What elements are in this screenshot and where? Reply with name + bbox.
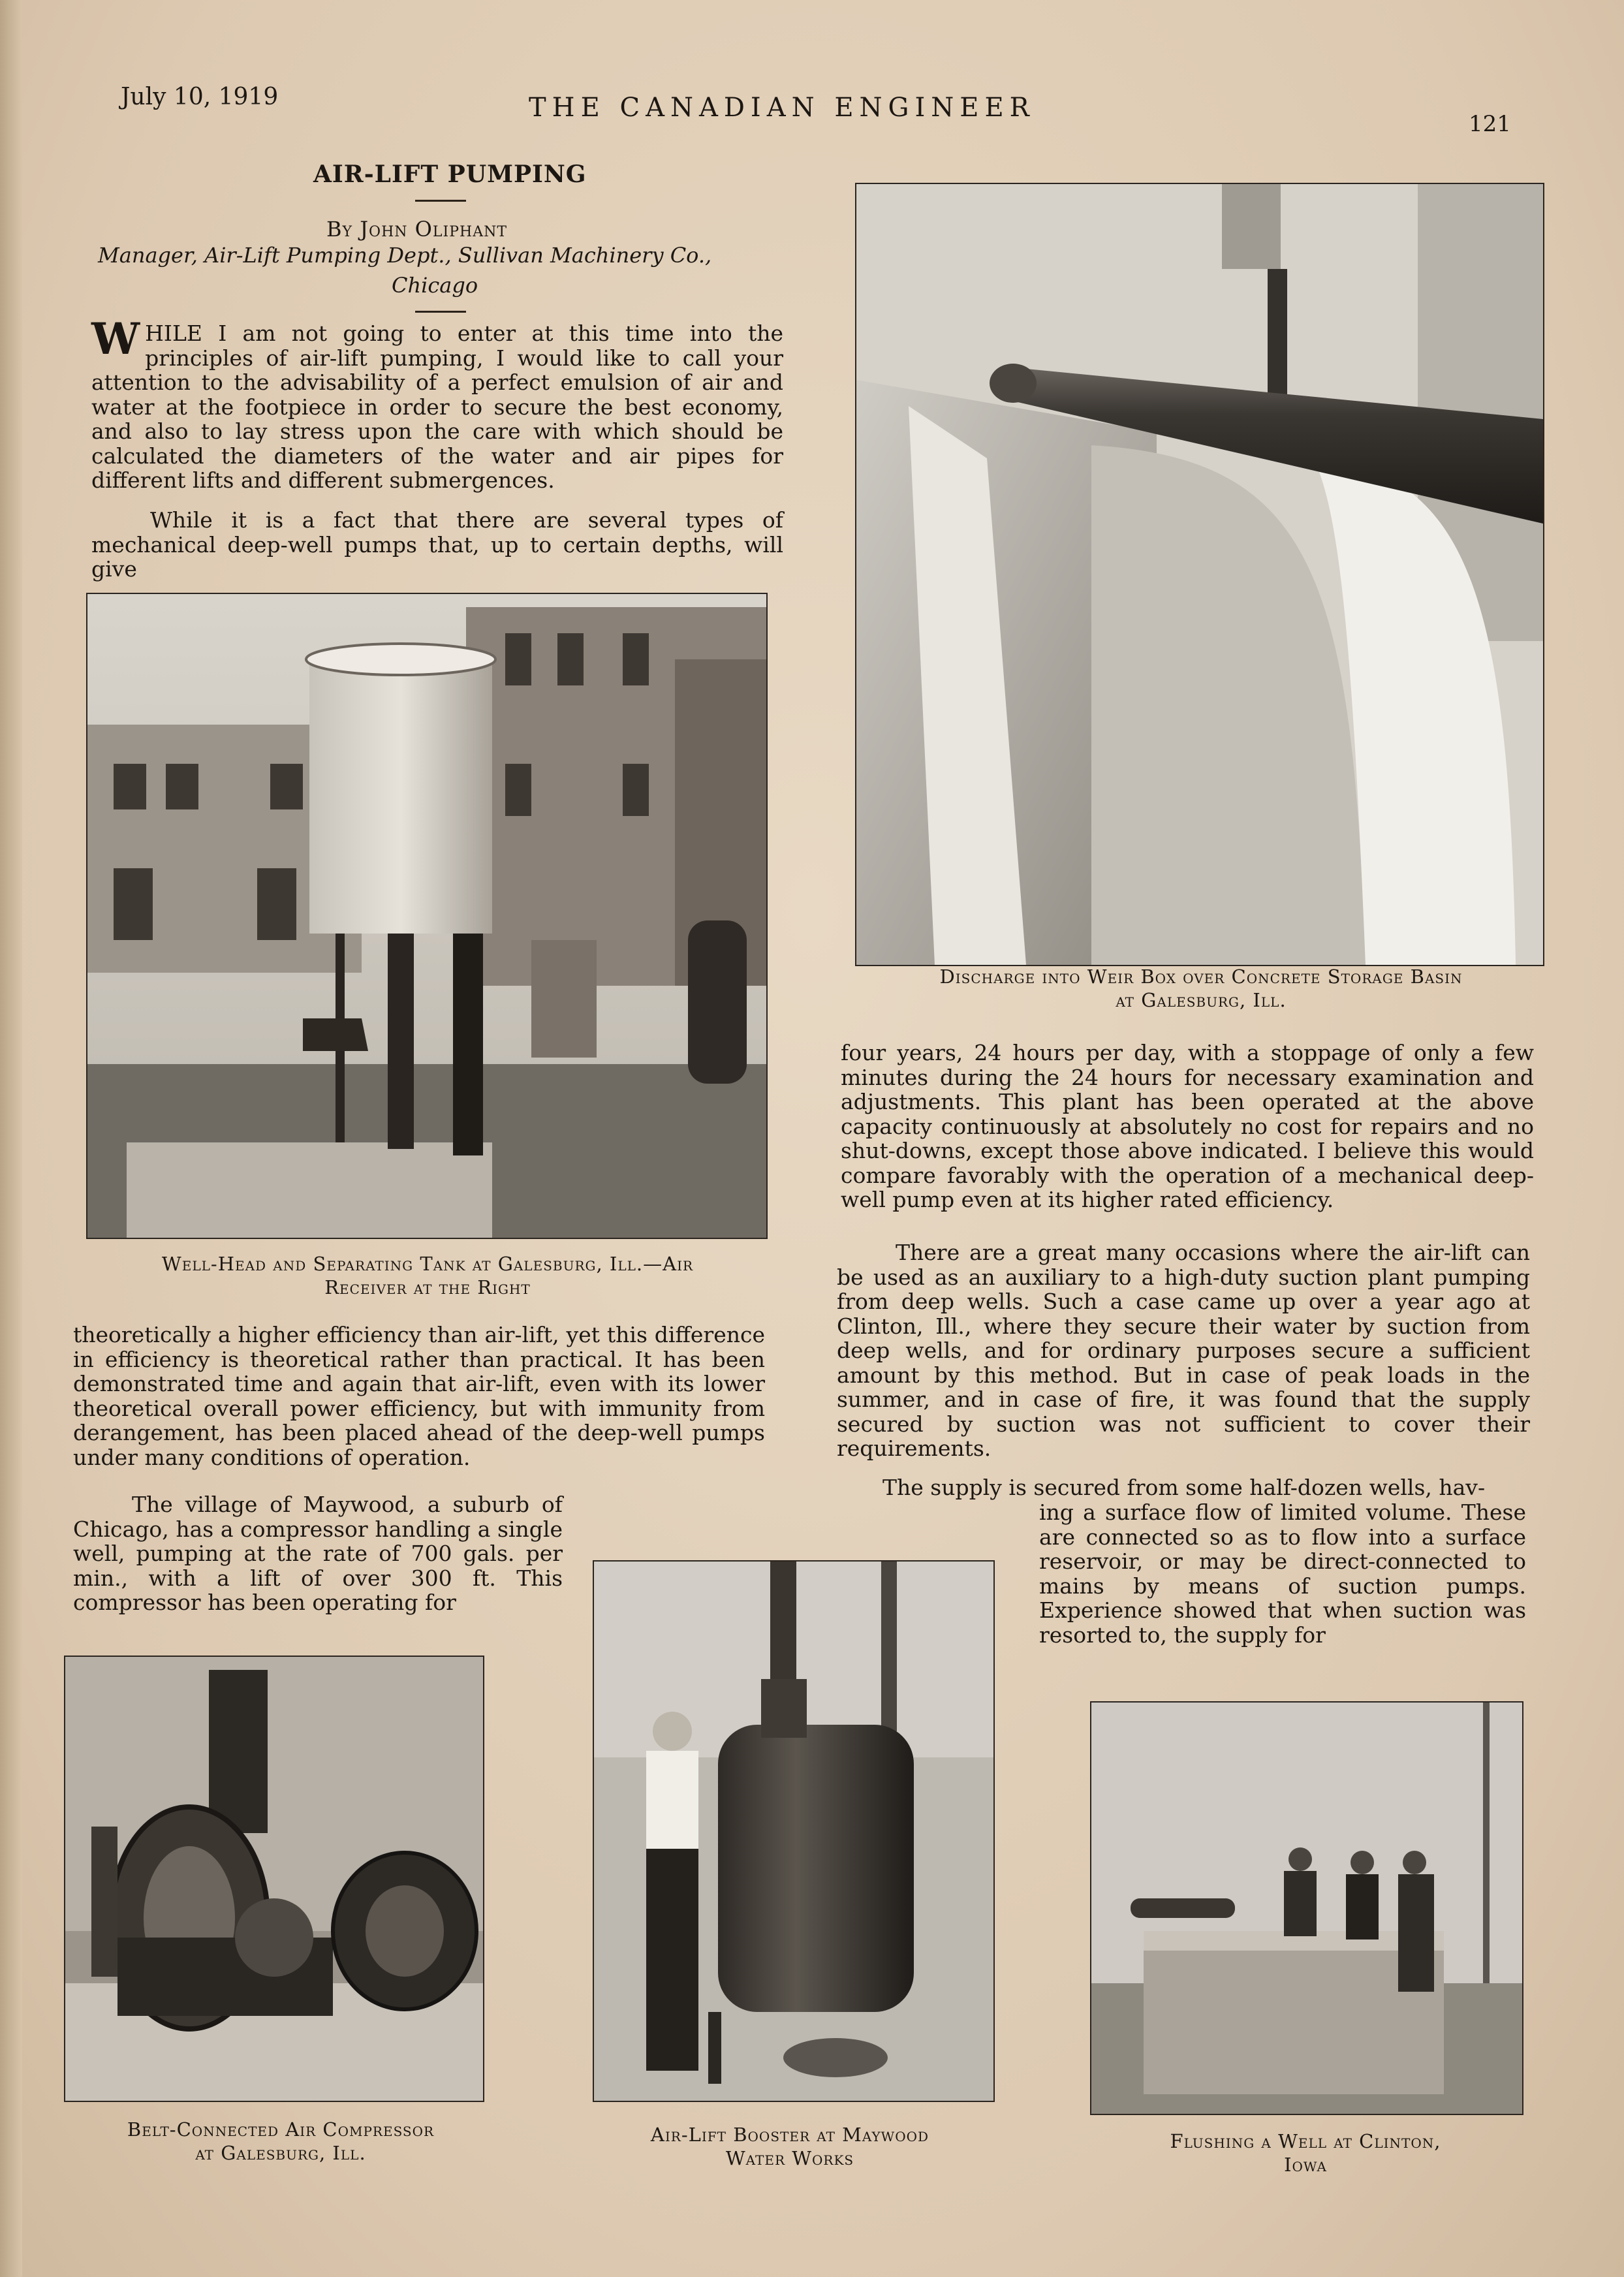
paragraph-4: The village of Maywood, a suburb of Chicago, has a compressor handling a single well, pumping at the rate of 700 gals. per min., with a lift of over 300 ft. This compressor has been operating for <box>73 1492 563 1615</box>
flushing-caption-line1: Flushing a Well at Clinton, <box>1170 2130 1441 2152</box>
booster-illustration <box>594 1562 993 2101</box>
compressor-photo <box>64 1656 484 2102</box>
paragraph-7: ing a surface flow of limited volume. These are connected so as to flow into a surface reservoir, or may be direct-connected to mains by means of suction pumps. Experience showed that when suction was resorted to, the supply for <box>1039 1500 1526 1648</box>
booster-caption-line1: Air-Lift Booster at Maywood <box>650 2124 929 2146</box>
affiliation: Manager, Air-Lift Pumping Dept., Sullivan Machinery Co., <box>98 243 712 268</box>
flushing-photo <box>1090 1701 1523 2115</box>
well-head-caption-line1: Well-Head and Separating Tank at Galesburg, Ill.—Air <box>161 1253 694 1275</box>
page-number: 121 <box>1469 111 1511 137</box>
booster-photo <box>593 1560 995 2102</box>
booster-caption <box>561 2123 1018 2170</box>
byline: By John Oliphant <box>326 217 508 242</box>
paragraph-7-first-line: The supply is secured from some half-dozen wells, hav- <box>882 1475 1486 1500</box>
flushing-caption-line2: Iowa <box>1284 2154 1327 2176</box>
header-date: July 10, 1919 <box>121 84 279 110</box>
article-title: AIR-LIFT PUMPING <box>313 161 587 188</box>
flushing-caption <box>1070 2129 1540 2176</box>
compressor-caption <box>52 2118 509 2165</box>
weir-box-caption-line2: at Galesburg, Ill. <box>1116 989 1287 1011</box>
paragraph-5: four years, 24 hours per day, with a stoppage of only a few minutes during the 24 hours for necessary examination and adjustments. This plant has been operated at the above capacity continuously at absolutely no cost for repairs and no shut-downs, except those above indicated. I believe this would compare favorably with the operation of a mechanical deep-well pump even at its higher rated efficiency. <box>841 1040 1534 1212</box>
paragraph-6: There are a great many occasions where the air-lift can be used as an auxiliary to a high-duty suction plant pumping from deep wells. Such a case came up over a year ago at Clinton, Ill., where they secure their water by suction from deep wells, and for ordinary purposes secure a sufficient amount by this method. But in case of peak loads in the summer, and in case of fire, it was found that the supply secured by suction was not sufficient to cover their requirements. <box>837 1240 1530 1461</box>
compressor-illustration <box>65 1657 483 2101</box>
well-head-photo <box>86 593 768 1239</box>
booster-caption-line2: Water Works <box>725 2147 854 2169</box>
compressor-caption-line2: at Galesburg, Ill. <box>195 2142 366 2164</box>
well-head-caption <box>78 1252 777 1299</box>
paragraph-3: theoretically a higher efficiency than air-lift, yet this difference in efficiency is theoretical rather than practical. It has been demonstrated time and again that air-lift, even with its lower theoretical overall power efficiency, but with immunity from derangement, has been placed ahead of the deep-well pumps under many conditions of operation. <box>73 1322 765 1470</box>
affiliation-city: Chicago <box>392 273 478 298</box>
paragraph-1-text: HILE I am not going to enter at this time into the principles of air-lift pumping, I would like to call your attention to the advisability of a perfect emulsion of air and water at the footpiece in order to secure the best economy, and also to lay stress upon the care with which should be calculated the diameters of the water and air pipes for different lifts and different submergences. <box>91 321 783 493</box>
well-head-illustration <box>87 594 766 1238</box>
flushing-illustration <box>1091 1703 1522 2114</box>
paragraph-1 <box>91 313 783 493</box>
drop-cap: W <box>91 313 140 364</box>
weir-box-photo <box>855 183 1544 966</box>
weir-box-caption-line1: Discharge into Weir Box over Concrete Storage Basin <box>939 966 1463 988</box>
byline-rule <box>415 311 466 313</box>
weir-box-illustration <box>856 184 1543 965</box>
weir-box-caption <box>842 965 1560 1012</box>
well-head-caption-line2: Receiver at the Right <box>324 1276 531 1298</box>
paragraph-2: While it is a fact that there are several types of mechanical deep-well pumps that, up to certain depths, will give <box>91 507 783 582</box>
compressor-caption-line1: Belt-Connected Air Compressor <box>127 2118 435 2141</box>
title-rule <box>415 200 466 202</box>
journal-title: THE CANADIAN ENGINEER <box>529 93 1035 123</box>
binding-edge <box>0 0 22 2277</box>
